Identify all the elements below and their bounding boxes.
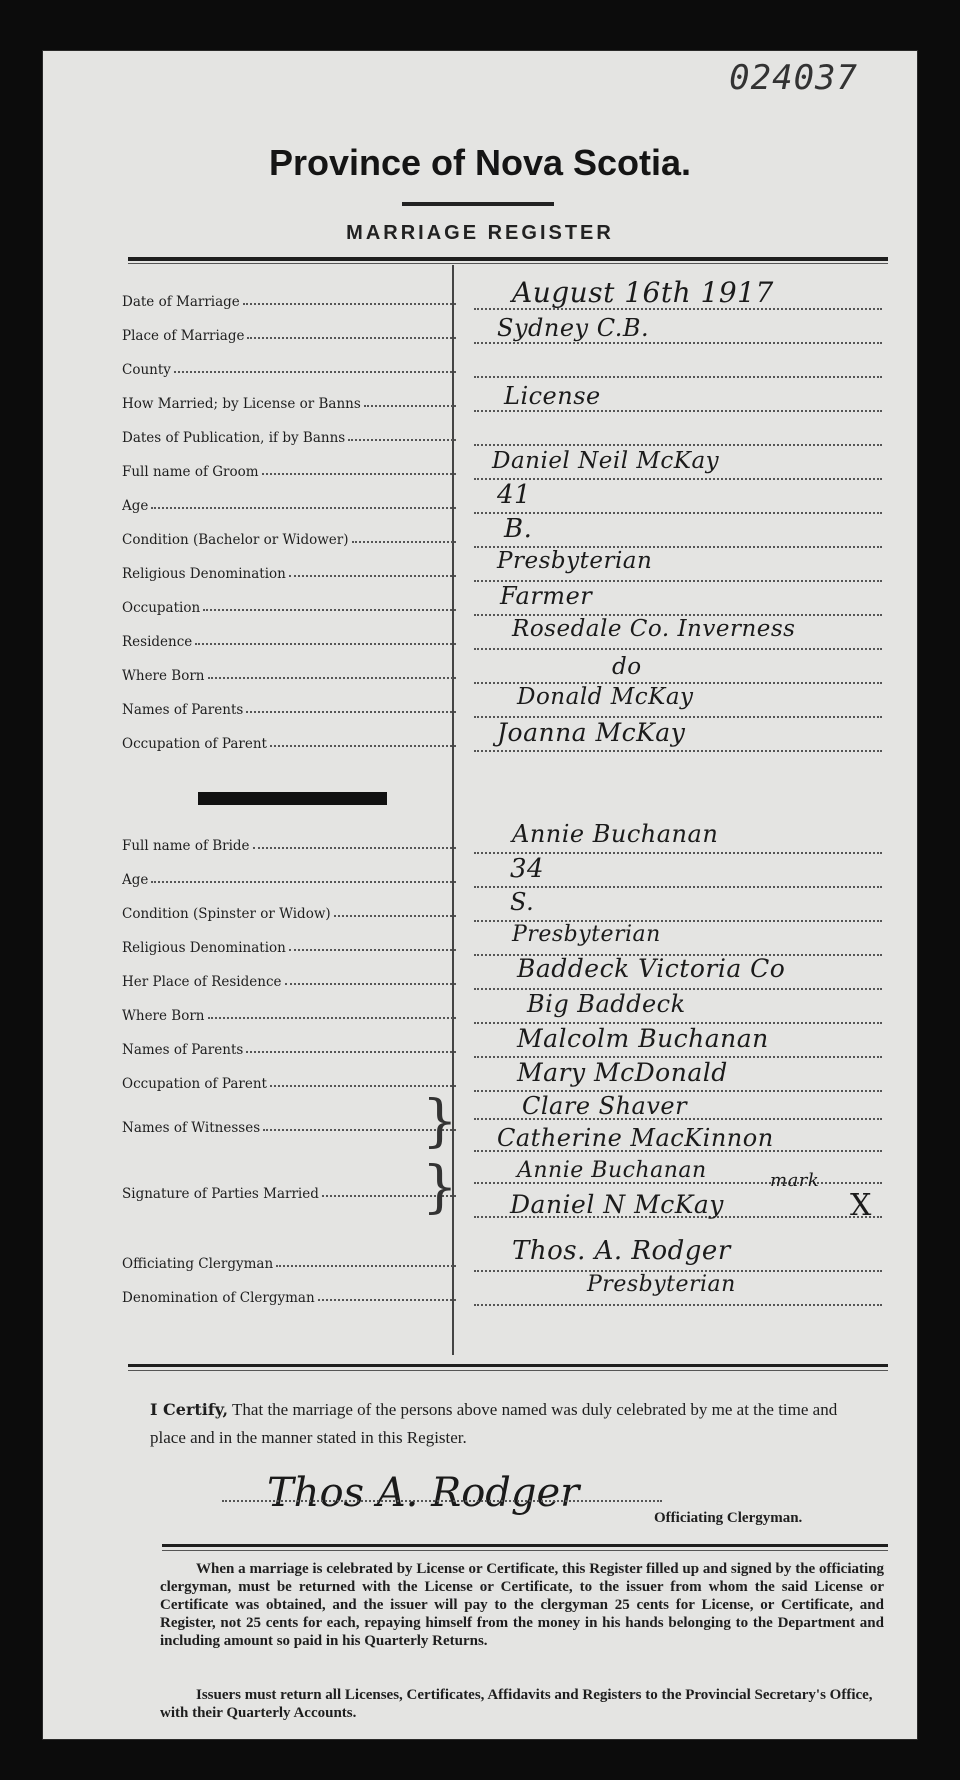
- field-label: Date of Marriage: [122, 294, 240, 310]
- field-label: Names of Parents: [122, 1042, 244, 1058]
- field-label: Full name of Groom: [122, 464, 259, 480]
- field-label: Full name of Bride: [122, 838, 250, 854]
- leader-dots: [247, 337, 456, 339]
- how-married-row: [122, 388, 460, 412]
- leader-dots: [208, 677, 457, 679]
- form-subtitle: MARRIAGE REGISTER: [346, 222, 614, 244]
- certify-lead: I Certify,: [150, 1400, 229, 1419]
- date-of-marriage-row: [122, 286, 460, 310]
- mark-x: X: [850, 1188, 872, 1223]
- header-rule-thin: [128, 263, 888, 264]
- groom-signature-value: Daniel N McKay: [510, 1190, 724, 1219]
- value-line: [474, 1304, 882, 1306]
- groom-parents-row: [122, 694, 460, 718]
- leader-dots: [348, 439, 456, 441]
- bride-parents-row: [122, 1034, 460, 1058]
- bride-parent-occupation-value: Mary McDonald: [517, 1058, 728, 1087]
- leader-dots: [270, 1085, 456, 1087]
- notice-paragraph: When a marriage is celebrated by License or Certificate, this Register filled up and signed by the officiating clergyman, must be returned with the License or Certificate, to the issuer from whom the said License or Certificate was obtained, and the issuer will pay to the clergyman 25 cents for License, or Certificate, and Register, not 25 cents for each, repaying himself from the money in his hands belonging to the Department and including amount so paid in his Quarterly Returns.: [160, 1561, 884, 1649]
- bride-condition-value: S.: [510, 888, 535, 916]
- clergy-denomination-value: Presbyterian: [587, 1272, 736, 1297]
- witnesses-row: [122, 1112, 460, 1136]
- field-label: Where Born: [122, 668, 205, 684]
- leader-dots: [285, 983, 457, 985]
- bride-birthplace-row: [122, 1000, 460, 1024]
- title-underline: [402, 202, 554, 206]
- leader-dots: [243, 303, 456, 305]
- certify-rule-thin: [128, 1370, 888, 1371]
- publication-dates-row: [122, 422, 460, 446]
- leader-dots: [289, 949, 456, 951]
- witness-2-value: Catherine MacKinnon: [497, 1124, 774, 1152]
- clergyman-value: Thos. A. Rodger: [512, 1236, 731, 1266]
- mark-annotation: mark: [770, 1170, 820, 1191]
- groom-religion-value: Presbyterian: [497, 548, 653, 574]
- field-label: Religious Denomination: [122, 940, 286, 956]
- groom-name-value: Daniel Neil McKay: [492, 448, 720, 474]
- groom-residence-row: [122, 626, 460, 650]
- bride-parent-occupation-row: [122, 1068, 460, 1092]
- header-rule: [128, 257, 888, 261]
- groom-condition-value: B.: [504, 514, 533, 544]
- field-label: Officiating Clergyman: [122, 1256, 274, 1272]
- leader-dots: [203, 609, 456, 611]
- value-line: [474, 512, 882, 514]
- certification-text: [150, 1396, 870, 1452]
- bride-signature-value: Annie Buchanan: [517, 1158, 707, 1183]
- field-label: Occupation of Parent: [122, 736, 267, 752]
- how-married-value: License: [504, 382, 601, 410]
- leader-dots: [276, 1265, 456, 1267]
- place-of-marriage-row: [122, 320, 460, 344]
- field-label: Where Born: [122, 1008, 205, 1024]
- register-form: [42, 50, 918, 1740]
- groom-age-value: 41: [497, 480, 532, 510]
- issuers-paragraph: Issuers must return all Licenses, Certificates, Affidavits and Registers to the Provincial Secretary's Office, with their Quarterly Accounts.: [160, 1687, 873, 1721]
- leader-dots: [174, 371, 456, 373]
- field-label: Place of Marriage: [122, 328, 245, 344]
- field-label: Condition (Spinster or Widow): [122, 906, 331, 922]
- field-label: Condition (Bachelor or Widower): [122, 532, 349, 548]
- leader-dots: [262, 473, 456, 475]
- leader-dots: [364, 405, 456, 407]
- groom-age-row: [122, 490, 460, 514]
- leader-dots: [208, 1017, 457, 1019]
- field-label: Her Place of Residence: [122, 974, 282, 990]
- notice-rule-thin: [162, 1550, 888, 1551]
- value-line: [474, 886, 882, 888]
- value-line: [474, 444, 882, 446]
- leader-dots: [270, 745, 456, 747]
- register-number: 024037: [729, 58, 858, 98]
- field-label: Names of Parents: [122, 702, 244, 718]
- leader-dots: [151, 881, 456, 883]
- signature-line: [222, 1500, 662, 1502]
- leader-dots: [246, 1051, 456, 1053]
- value-line: [474, 750, 882, 752]
- bride-religion-value: Presbyterian: [512, 922, 661, 947]
- bride-age-value: 34: [510, 854, 545, 884]
- groom-condition-row: [122, 524, 460, 548]
- place-of-marriage-value: Sydney C.B.: [497, 314, 650, 342]
- groom-parents-value: Donald McKay: [517, 684, 694, 710]
- bride-name-value: Annie Buchanan: [512, 820, 719, 848]
- bride-age-row: [122, 864, 460, 888]
- value-line: [474, 376, 882, 378]
- certify-body: That the marriage of the persons above named was duly celebrated by me at the time and place and in the manner stated in this Register.: [150, 1400, 838, 1447]
- bride-residence-row: [122, 966, 460, 990]
- witness-1-value: Clare Shaver: [522, 1092, 688, 1120]
- bride-name-row: [122, 830, 460, 854]
- leader-dots: [246, 711, 456, 713]
- bride-residence-value: Baddeck Victoria Co: [517, 954, 786, 983]
- groom-religion-row: [122, 558, 460, 582]
- certify-rule: [128, 1364, 888, 1367]
- field-label: County: [122, 362, 171, 378]
- bride-birthplace-value: Big Baddeck: [527, 990, 686, 1018]
- signatures-brace: }: [422, 1155, 458, 1220]
- field-label: Occupation of Parent: [122, 1076, 267, 1092]
- clergyman-row: [122, 1248, 460, 1272]
- signatures-row: [122, 1178, 460, 1202]
- signature-caption: Officiating Clergyman.: [654, 1510, 803, 1526]
- field-label: Denomination of Clergyman: [122, 1290, 315, 1306]
- groom-name-row: [122, 456, 460, 480]
- county-row: [122, 354, 460, 378]
- value-line: [474, 478, 882, 480]
- leader-dots: [289, 575, 456, 577]
- field-label: Religious Denomination: [122, 566, 286, 582]
- leader-dots: [318, 1299, 456, 1301]
- field-label: Occupation: [122, 600, 201, 616]
- leader-dots: [151, 507, 456, 509]
- groom-parent-occupation-value: Joanna McKay: [497, 718, 686, 747]
- field-label: Dates of Publication, if by Banns: [122, 430, 346, 446]
- bride-religion-row: [122, 932, 460, 956]
- field-label: Age: [122, 872, 149, 888]
- witnesses-brace: }: [422, 1089, 458, 1154]
- groom-occupation-row: [122, 592, 460, 616]
- field-label: How Married; by License or Banns: [122, 396, 361, 412]
- section-divider-bar: [198, 792, 387, 805]
- leader-dots: [352, 541, 456, 543]
- date-of-marriage-value: August 16th 1917: [512, 276, 774, 309]
- bride-condition-row: [122, 898, 460, 922]
- field-label: Age: [122, 498, 149, 514]
- notice-rule: [162, 1544, 888, 1547]
- groom-birthplace-value: do: [612, 654, 642, 680]
- leader-dots: [334, 915, 456, 917]
- groom-parent-occupation-row: [122, 728, 460, 752]
- value-line: [474, 648, 882, 650]
- clergy-signature: Thos A. Rodger: [267, 1470, 580, 1516]
- form-title: Province of Nova Scotia.: [268, 142, 692, 183]
- groom-birthplace-row: [122, 660, 460, 684]
- value-line: [474, 410, 882, 412]
- field-label: Residence: [122, 634, 193, 650]
- groom-residence-value: Rosedale Co. Inverness: [512, 616, 796, 642]
- value-line: [474, 342, 882, 344]
- field-label: Signature of Parties Married: [122, 1186, 319, 1202]
- clergy-denomination-row: [122, 1282, 460, 1306]
- field-label: Names of Witnesses: [122, 1120, 261, 1136]
- bride-parents-value: Malcolm Buchanan: [517, 1024, 769, 1053]
- groom-occupation-value: Farmer: [500, 582, 593, 610]
- leader-dots: [195, 643, 456, 645]
- leader-dots: [253, 847, 456, 849]
